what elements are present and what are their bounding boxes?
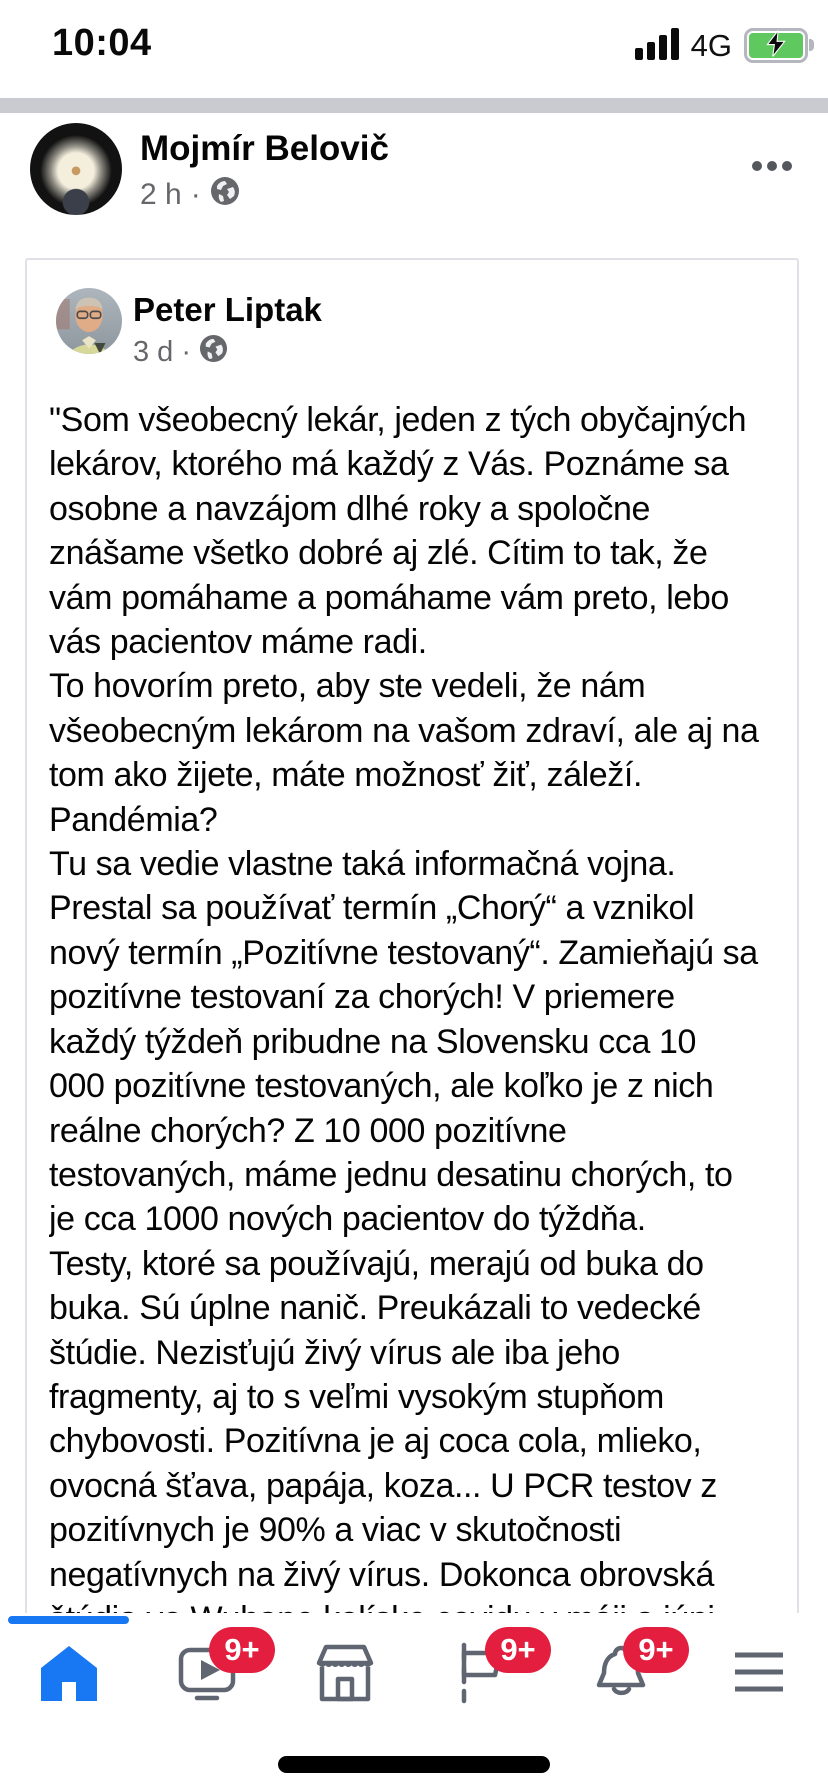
watch-video-icon [175,1632,260,1705]
post-text-line: každý týždeň pribudne na Slovensku cca 10 [49,1022,697,1061]
post-text-line: Prestal sa používať termín „Chorý“ a vznikol [49,889,695,928]
signal-strength-icon [635,26,679,65]
status-bar [0,0,828,98]
marketplace-icon [313,1641,377,1705]
post-text-line: vám pomáhame a pomáhame vám preto, lebo [49,578,729,617]
shared-post-meta [133,334,322,371]
shared-author-avatar[interactable] [56,288,122,354]
tab-marketplace[interactable] [276,1613,414,1733]
post-author-avatar[interactable] [30,123,122,215]
post-text-line: testovaných, máme jednu desatinu chorých, to [49,1155,733,1194]
post-text-line: negatívnych na živý vírus. Dokonca obrovská [49,1555,715,1594]
home-indicator-bar[interactable] [278,1756,550,1773]
post-header [0,113,828,258]
tab-pages[interactable] [414,1613,552,1733]
post-text-line: Tu sa vedie vlastne taká informačná vojna. [49,845,676,884]
shared-post-header [27,260,797,396]
post-text [49,398,779,1641]
post-text-line: nový termín „Pozitívne testovaný“. Zamieňajú sa [49,933,758,972]
shared-timestamp: 3 d [133,336,174,368]
meta-separator: · [190,178,201,211]
status-separator [0,98,828,113]
network-type-label: 4G [690,27,732,63]
post-author-name[interactable]: Mojmír Belovič [140,129,389,168]
tab-watch[interactable] [138,1613,276,1733]
post-text-line: reálne chorých? Z 10 000 pozitívne [49,1111,567,1150]
globe-audience-icon [199,334,228,371]
post-text-line: štúdie. Nezisťujú živý vírus ale iba jeho [49,1333,620,1372]
post-text-line: Pandémia? [49,800,218,839]
post-text-line: Testy, ktoré sa používajú, merajú od buka do [49,1244,704,1283]
shared-post-card[interactable] [25,258,799,1792]
post-text-line: "Som všeobecný lekár, jeden z tých obyčajných [49,401,747,439]
post-text-line: všeobecným lekárom na vašom zdraví, ale aj na [49,711,759,750]
notifications-badge: 9+ [623,1627,689,1673]
watch-badge: 9+ [209,1627,275,1673]
post-text-line: tom ako žijete, máte možnosť žiť, záleží. [49,756,642,795]
tab-menu[interactable] [690,1613,828,1733]
hamburger-menu-icon [727,1641,791,1705]
battery-charging-icon [744,28,808,63]
status-icons [635,26,808,65]
bell-icon [589,1632,674,1705]
tab-notifications[interactable] [552,1613,690,1733]
post-text-line: znášame všetko dobré aj zlé. Cítim to tak, že [49,534,708,573]
post-options-icon[interactable] [746,155,798,177]
post-text-line: To hovorím preto, aby ste vedeli, že nám [49,667,646,706]
status-time: 10:04 [52,22,152,64]
pages-badge: 9+ [485,1627,551,1673]
post-text-line: chybovosti. Pozitívna je aj coca cola, mlieko, [49,1422,702,1461]
post-text-line: pozitívnych je 90% a viac v skutočnosti [49,1511,622,1550]
post-text-line: fragmenty, aj to s veľmi vysokým stupňom [49,1377,664,1416]
globe-audience-icon [210,176,240,214]
post-text-line: vás pacientov máme radi. [49,623,427,662]
post-text-line: je cca 1000 nových pacientov do týždňa. [49,1200,646,1239]
tab-home[interactable] [0,1613,138,1733]
home-icon [37,1641,101,1705]
post-meta [140,176,389,214]
flag-icon [451,1632,536,1705]
post-timestamp: 2 h [140,178,182,211]
shared-author-name[interactable]: Peter Liptak [133,291,322,328]
meta-separator: · [181,336,191,368]
post-text-line: pozitívne testovaní za chorých! V priemere [49,978,675,1017]
post-text-line: ovocná šťava, papája, koza... U PCR testov z [49,1466,717,1505]
post-text-line: buka. Sú úplne nanič. Preukázali to vedecké [49,1289,701,1328]
post-text-line: osobne a navzájom dlhé roky a spoločne [49,489,650,528]
post-text-line: 000 pozitívne testovaných, ale koľko je z nich [49,1067,714,1106]
post-text-line: lekárov, ktorého má každý z Vás. Poznáme sa [49,445,729,484]
